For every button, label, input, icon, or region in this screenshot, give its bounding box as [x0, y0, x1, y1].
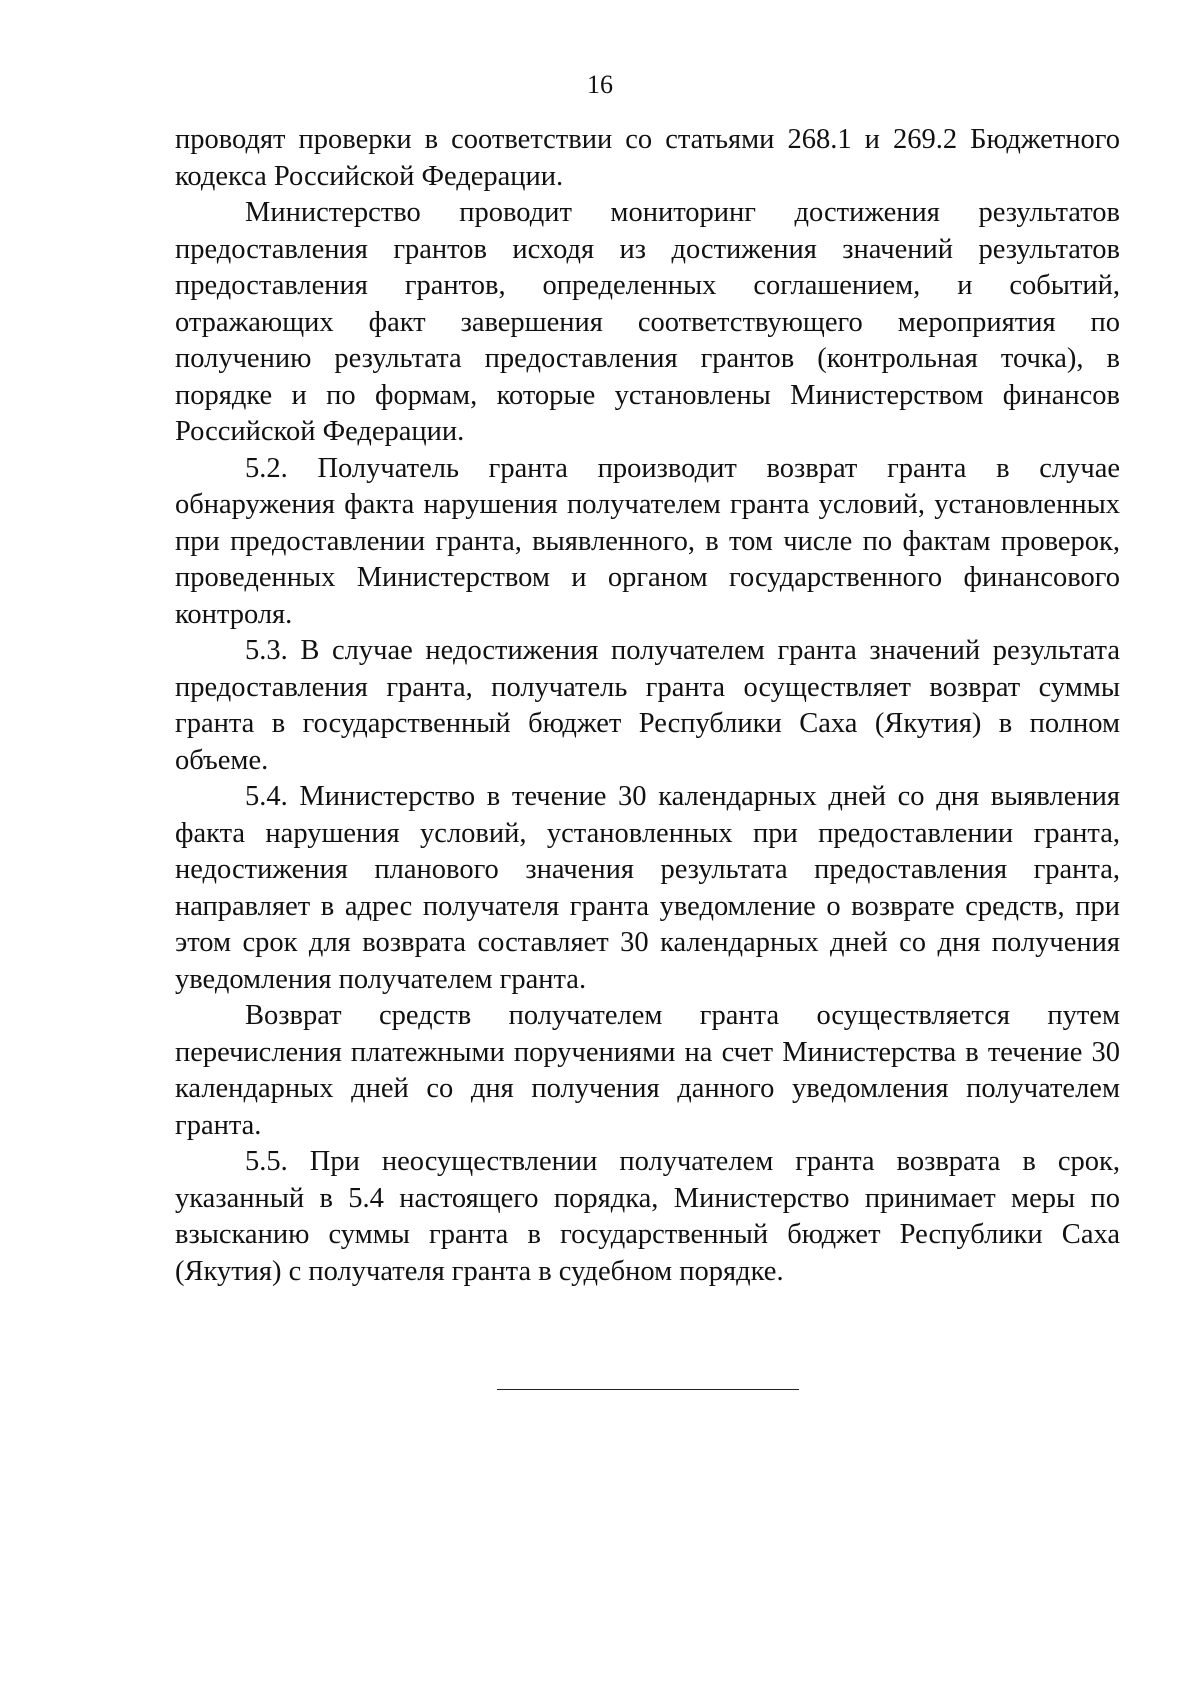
paragraph-5-5: 5.5. При неосуществлении получателем гранта возврата в срок, указанный в 5.4 настоящего порядка, Министерство принимает меры по взысканию суммы гранта в государственный бюджет Республики Саха (Якутия) с получателя гранта в судебном порядке.	[175, 1146, 1120, 1287]
paragraph-5-2: 5.2. Получатель гранта производит возврат гранта в случае обнаружения факта нарушения получателем гранта условий, установленных при предоставлении гранта, выявленного, в том числе по фактам проверок, проведенных Министерством и органом государственного финансового контроля.	[175, 452, 1120, 630]
paragraph-5-3: 5.3. В случае недостижения получателем гранта значений результата предоставления гранта, получатель гранта осуществляет возврат суммы гранта в государственный бюджет Республики Саха (Якутия) в полном объеме.	[175, 635, 1120, 776]
paragraph-continuation: проводят проверки в соответствии со статьями 268.1 и 269.2 Бюджетного кодекса Российской Федерации.	[175, 124, 1120, 192]
end-of-document-rule	[497, 1389, 799, 1390]
paragraph-refund-method: Возврат средств получателем гранта осуществляется путем перечисления платежными поручениями на счет Министерства в течение 30 календарных дней со дня получения данного уведомления получателем гранта.	[175, 1000, 1120, 1141]
paragraph-monitoring: Министерство проводит мониторинг достижения результатов предоставления грантов исходя из достижения значений результатов предоставления грантов, определенных соглашением, и событий, отражающих факт завершения соответствующего мероприятия по получению результата предоставления грантов (контрольная точка), в порядке и по формам, которые установлены Министерством финансов Российской Федерации.	[175, 197, 1120, 447]
document-body	[175, 122, 1120, 1290]
paragraph-5-4: 5.4. Министерство в течение 30 календарных дней со дня выявления факта нарушения условий, установленных при предоставлении гранта, недостижения планового значения результата предоставления гранта, направляет в адрес получателя гранта уведомление о возврате средств, при этом срок для возврата составляет 30 календарных дней со дня получения уведомления получателем гранта.	[175, 781, 1120, 995]
page-number: 16	[587, 70, 613, 99]
